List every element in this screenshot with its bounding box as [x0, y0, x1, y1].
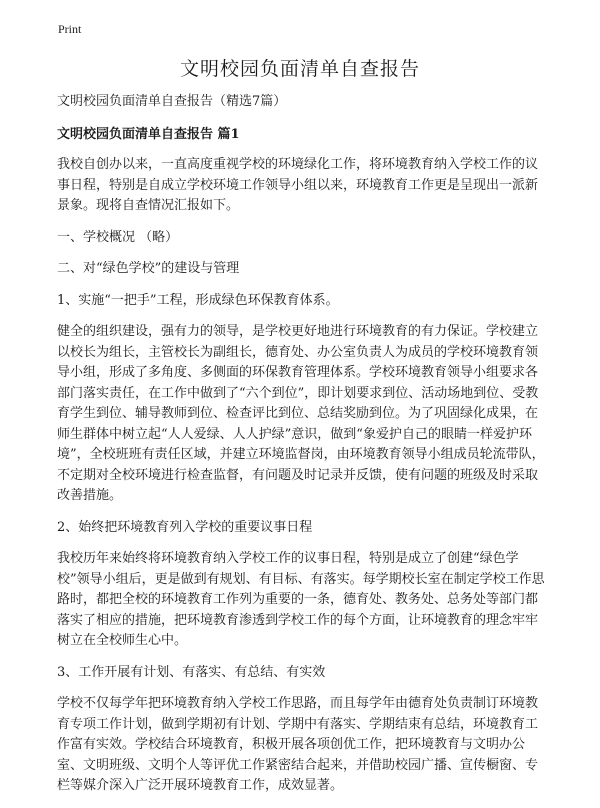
document-title: 文明校园负面清单自查报告 [179, 58, 420, 80]
paragraph-planning: 学校不仅每学年把环境教育纳入学校工作思路，而且每学年由德育处负责制订环境教育专项工作计划，做到学期初有计划、学期中有落实、学期结束有总结，环境教育工作富有实效。学校结合环境教育，积极开展各项创优工作，把环境教育与文明办公室、文明班级、文明个人等评优工作紧密结合起来，并借助校园广播、宣传橱窗、专栏等媒介深入广泛开展环境教育工作，成效显著。 [57, 696, 539, 793]
paragraph-organization: 健全的组织建设，强有力的领导，是学校更好地进行环境教育的有力保证。学校建立以校长为组长，主管校长为副组长，德育处、办公室负责人为成员的学校环境教育领导小组，形成了多角度、多侧面的环保教育管理体系。学校环境教育领导小组要求各部门落实责任，在工作中做到了“六个到位”，即计划要求到位、活动场地到位、受教育学生到位、辅导教师到位、检查评比到位、总结奖励到位。为了巩固绿化成果，在师生群体中树立起“人人爱绿、人人护绿”意识，做到“象爱护自己的眼睛一样爱护环境”，全校班班有责任区域，并建立环境监督岗，由环境教育领导小组成员轮流带队，不定期对全校环境进行检查监督，有问题及时记录并反馈，使有问题的班级及时采取改善措施。 [57, 324, 545, 503]
paragraph-agenda: 我校历年来始终将环境教育纳入学校工作的议事日程，特别是成立了创建“绿色学校”领导小组后，更是做到有规划、有目标、有落实。每学期校长室在制定学校工作思路时，都把全校的环境教育工作列为重要的一条，德育处、教务处、总务处等部门都落实了相应的措施，把环境教育渗透到学校工作的每个方面，让环境教育的理念牢牢树立在全校师生心中。 [57, 551, 545, 648]
heading-green-school: 二、对“绿色学校”的建设与管理 [57, 261, 240, 276]
paragraph-intro: 我校自创办以来，一直高度重视学校的环境绿化工作，将环境教育纳入学校工作的议事日程，特别是自成立学校环境工作领导小组以来，环境教育工作更是呈现出一派新景象。现将自查情况汇报如下。 [57, 157, 539, 213]
print-link[interactable]: Print [58, 22, 82, 36]
subheading-2: 2、始终把环境教育列入学校的重要议事日程 [57, 519, 313, 535]
document-subtitle: 文明校园负面清单自查报告（精选7篇） [57, 94, 287, 109]
section-heading: 文明校园负面清单自查报告 篇1 [57, 126, 240, 142]
document-body [57, 92, 549, 808]
subheading-1: 1、实施“一把手”工程，形成绿色环保教育体系。 [57, 292, 339, 308]
heading-school-overview: 一、学校概况 （略） [57, 229, 179, 245]
subheading-3: 3、工作开展有计划、有落实、有总结、有实效 [57, 664, 326, 680]
